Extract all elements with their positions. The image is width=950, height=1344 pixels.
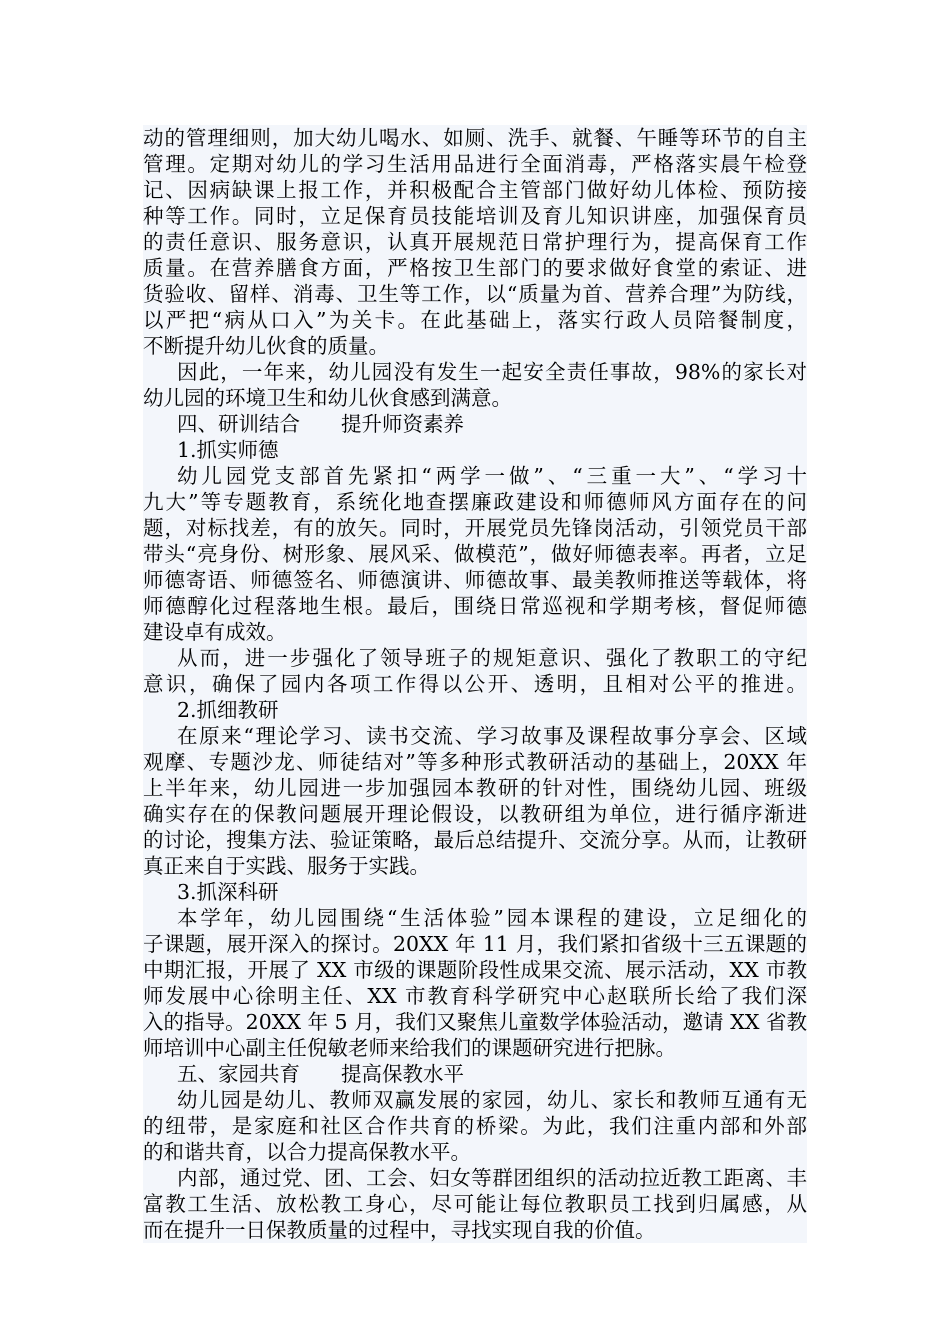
text-line: 真正来自于实践、服务于实践。: [143, 854, 430, 878]
text-line: 本学年，幼儿园围绕“生活体验”园本课程的建设，立足细化的: [177, 906, 807, 930]
text-line: 师德寄语、师德签名、师德演讲、师德故事、最美教师推送等载体，将: [143, 568, 807, 592]
text-line: 观摩、专题沙龙、师徒结对”等多种形式教研活动的基础上，20XX 年: [143, 750, 807, 774]
text-line: 建设卓有成效。: [143, 620, 287, 644]
text-line: 管理。定期对幼儿的学习生活用品进行全面消毒，严格落实晨午检登: [143, 152, 807, 176]
text-line: 内部，通过党、团、工会、妇女等群团组织的活动拉近教工距离、丰: [177, 1166, 807, 1190]
text-line: 幼儿园党支部首先紧扣“两学一做”、“三重一大”、“学习十: [177, 464, 807, 488]
section-heading: 五、家园共育 提高保教水平: [177, 1062, 464, 1086]
text-line: 的讨论，搜集方法、验证策略，最后总结提升、交流分享。从而，让教研: [143, 828, 807, 852]
text-line: 子课题，展开深入的探讨。20XX 年 11 月，我们紧扣省级十三五课题的: [143, 932, 807, 956]
text-line: 师培训中心副主任倪敏老师来给我们的课题研究进行把脉。: [143, 1036, 676, 1060]
section-heading: 四、研训结合 提升师资素养: [177, 412, 464, 436]
text-line: 质量。在营养膳食方面，严格按卫生部门的要求做好食堂的索证、进: [143, 256, 807, 280]
text-line: 的纽带，是家庭和社区合作共育的桥梁。为此，我们注重内部和外部: [143, 1114, 807, 1138]
text-line: 因此，一年来，幼儿园没有发生一起安全责任事故，98%的家长对: [177, 360, 807, 384]
text-line: 种等工作。同时，立足保育员技能培训及育儿知识讲座，加强保育员: [143, 204, 807, 228]
text-line: 中期汇报，开展了 XX 市级的课题阶段性成果交流、展示活动，XX 市教: [143, 958, 807, 982]
subsection-heading: 3.抓深科研: [177, 880, 279, 904]
text-line: 师发展中心徐明主任、XX 市教育科学研究中心赵联所长给了我们深: [143, 984, 807, 1008]
text-line: 师德醇化过程落地生根。最后，围绕日常巡视和学期考核，督促师德: [143, 594, 807, 618]
text-line: 带头“亮身份、树形象、展风采、做模范”，做好师德表率。再者，立足: [143, 542, 807, 566]
text-line: 记、因病缺课上报工作，并积极配合主管部门做好幼儿体检、预防接: [143, 178, 807, 202]
text-line: 确实存在的保教问题展开理论假设，以教研组为单位，进行循序渐进: [143, 802, 807, 826]
text-line: 的责任意识、服务意识，认真开展规范日常护理行为，提高保育工作: [143, 230, 807, 254]
text-line: 九大”等专题教育，系统化地查摆廉政建设和师德师风方面存在的问: [143, 490, 807, 514]
text-line: 而在提升一日保教质量的过程中，寻找实现自我的价值。: [143, 1218, 656, 1242]
subsection-heading: 2.抓细教研: [177, 698, 279, 722]
text-line: 题，对标找差，有的放矢。同时，开展党员先锋岗活动，引领党员干部: [143, 516, 807, 540]
text-line: 幼儿园的环境卫生和幼儿伙食感到满意。: [143, 386, 512, 410]
text-line: 在原来“理论学习、读书交流、学习故事及课程故事分享会、区域: [177, 724, 807, 748]
document-body: [143, 125, 807, 1243]
text-line: 从而，进一步强化了领导班子的规矩意识、强化了教职工的守纪: [177, 646, 807, 670]
text-line: 入的指导。20XX 年 5 月，我们又聚焦儿童数学体验活动，邀请 XX 省教: [143, 1010, 807, 1034]
text-line: 不断提升幼儿伙食的质量。: [143, 334, 389, 358]
text-line: 的和谐共育，以合力提高保教水平。: [143, 1140, 471, 1164]
text-line: 意识，确保了园内各项工作得以公开、透明，且相对公平的推进。: [143, 672, 807, 696]
subsection-heading: 1.抓实师德: [177, 438, 279, 462]
text-line: 富教工生活、放松教工身心，尽可能让每位教职员工找到归属感，从: [143, 1192, 807, 1216]
text-line: 幼儿园是幼儿、教师双赢发展的家园，幼儿、家长和教师互通有无: [177, 1088, 807, 1112]
text-line: 以严把“病从口入”为关卡。在此基础上，落实行政人员陪餐制度，: [143, 308, 807, 332]
text-line: 上半年来，幼儿园进一步加强园本教研的针对性，围绕幼儿园、班级: [143, 776, 807, 800]
text-line: 货验收、留样、消毒、卫生等工作，以“质量为首、营养合理”为防线，: [143, 282, 807, 306]
text-line: 动的管理细则，加大幼儿喝水、如厕、洗手、就餐、午睡等环节的自主: [143, 126, 807, 150]
